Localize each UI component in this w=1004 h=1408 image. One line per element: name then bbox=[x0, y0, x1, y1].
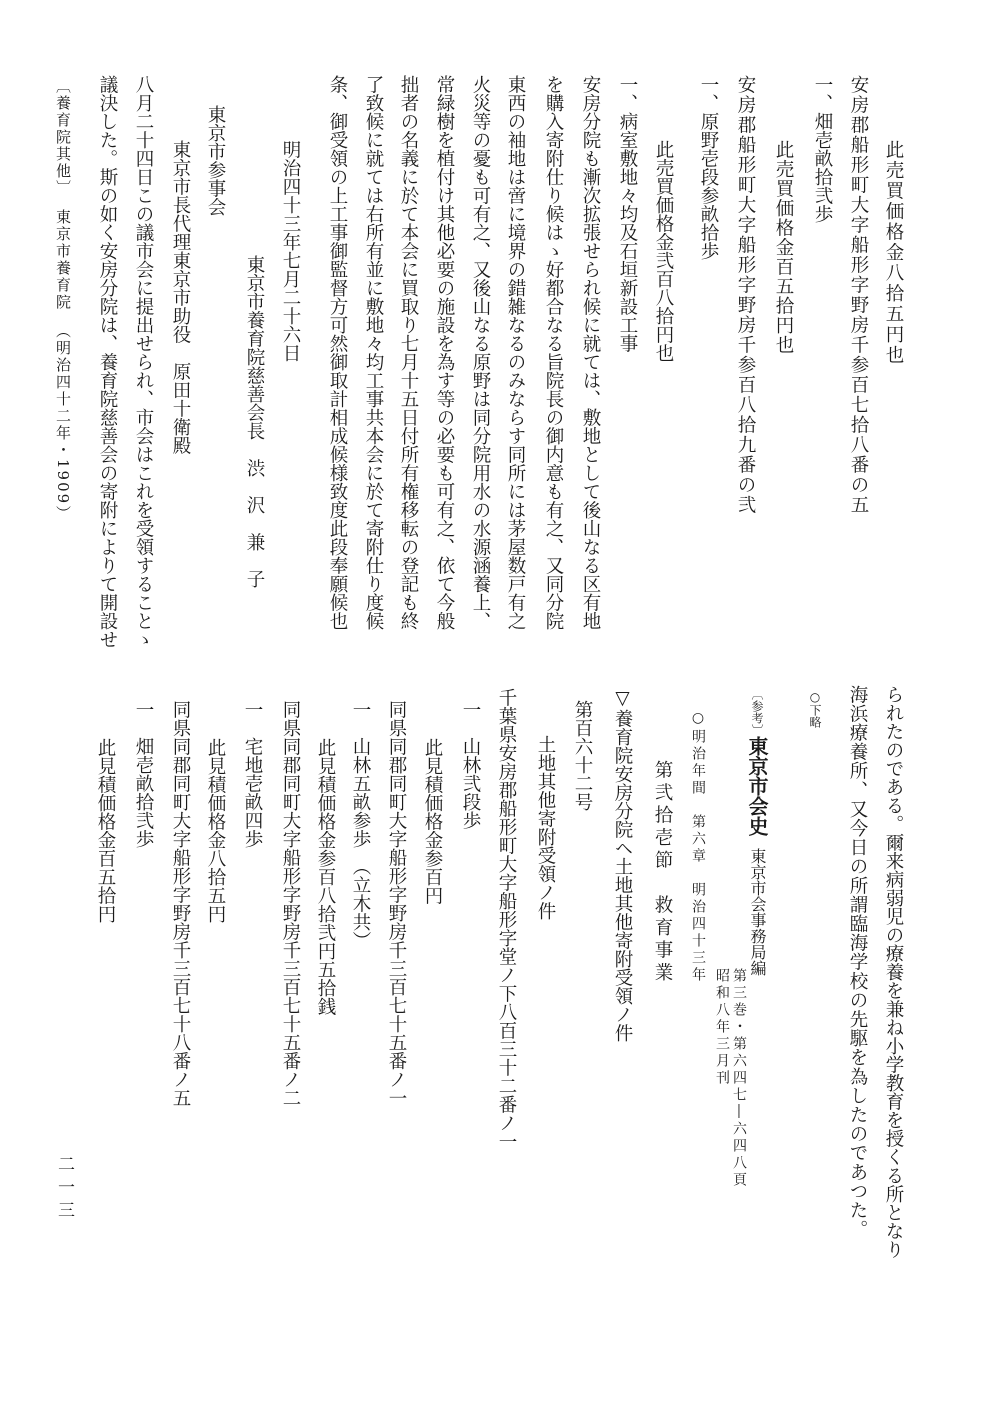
page-number: 二一三 bbox=[54, 1155, 74, 1224]
letter-body-line: を購入寄附仕り候はゝ好都合なる旨院長の御内意も有之、又同分院 bbox=[543, 75, 564, 630]
parcel-item-2: 一、原野壱段参畝拾歩 bbox=[698, 75, 719, 260]
parcel-address-2: 安房郡船形町大字船形字野房千参百八拾九番の弐 bbox=[735, 75, 756, 515]
reference-title: 東京市会史 bbox=[745, 736, 769, 836]
letter-sender: 東京市養育院慈善会長 渋 沢 兼 子 bbox=[244, 255, 265, 588]
price-line-1: 此売買価格金八拾五円也 bbox=[883, 140, 904, 366]
record-heading: ▽養育院安房分院ヘ土地其他寄附受領ノ件 bbox=[612, 688, 633, 1042]
letter-body-line: 了致候に就ては右所有並に敷地々均工事共本会に於て寄附仕り度候 bbox=[363, 75, 384, 630]
price-line-2: 此売買価格金百五拾円也 bbox=[773, 140, 794, 355]
continuation-line: られたのである。爾来病弱児の療養を兼ね小学教育を授くる所となり bbox=[883, 685, 904, 1259]
reference-editor: 東京市会事務局編 bbox=[748, 848, 767, 976]
price-line-3: 此売買価格金弐百八拾円也 bbox=[653, 140, 674, 362]
bill-title: 土地其他寄附受領ノ件 bbox=[535, 735, 556, 920]
item-address: 同県同郡同町大字船形字野房千三百七十八番ノ五 bbox=[170, 700, 191, 1107]
section-title: 第弐拾壱節 救育事業 bbox=[652, 760, 673, 985]
letter-body-line: 安房分院も漸次拡張せられ候に就ては、敷地として後山なる区有地 bbox=[580, 75, 601, 630]
source-caption bbox=[54, 78, 71, 522]
item-address: 同県同郡同町大字船形字野房千三百七十五番ノ二 bbox=[280, 700, 301, 1107]
item-valuation: 此見積価格金参百八拾弐円五拾銭 bbox=[315, 738, 336, 1016]
parcel-address-1: 安房郡船形町大字船形字野房千参百七拾八番の五 bbox=[848, 75, 869, 515]
letter-body-line: 東西の袖地は啻に境界の錯雑なるのみならす同所には茅屋数戸有之 bbox=[505, 75, 526, 630]
construction-item: 一、病室敷地々均及石垣新設工事 bbox=[617, 75, 638, 353]
letter-body-line: 条、御受領の上工事御監督方可然御取計相成候様致度此段奉願候也 bbox=[327, 75, 348, 630]
caption-date: （明治四十二年・1909） bbox=[54, 323, 72, 523]
item-valuation: 此見積価格金百五拾円 bbox=[95, 738, 116, 923]
addressee-organization: 東京市参事会 bbox=[205, 105, 226, 216]
caption-author: 東京市養育院 bbox=[54, 209, 72, 311]
letter-body-line: 拙者の名義に於て本会に買取り七月十五日付所有権移転の登記も終 bbox=[398, 75, 419, 630]
letter-body-line: 常緑樹を植付け其他必要の施設を為す等の必要も可有之、依て今般 bbox=[434, 75, 455, 630]
continuation-line: 海浜療養所、又今日の所謂臨海学校の先駆を為したのであつた。 bbox=[847, 685, 868, 1239]
item-parcel: 一 山林弐段歩 bbox=[460, 700, 481, 830]
parcel-item-1: 一、畑壱畝拾弐歩 bbox=[812, 75, 833, 223]
addressee: 東京市長代理東京市助役 原田十衛殿 bbox=[170, 140, 191, 455]
bill-number: 第百六十二号 bbox=[572, 700, 593, 811]
item-valuation: 此見積価格金参百円 bbox=[422, 738, 443, 905]
reference-volume-pages: 第三巻・第六四七―六四八頁 bbox=[731, 968, 747, 1189]
reference-published: 昭和八年三月刊 bbox=[714, 968, 730, 1087]
item-address: 同県同郡同町大字船形字野房千三百七十五番ノ一 bbox=[386, 700, 407, 1107]
narrative-line: 八月二十四日この議市会に提出せられ、市会はこれを受領することゝ bbox=[133, 75, 154, 649]
item-valuation: 此見積価格金八拾五円 bbox=[205, 738, 226, 923]
letter-date: 明治四十三年七月二十六日 bbox=[280, 140, 301, 362]
section-path: ○明治年間 第六章 明治四十三年 bbox=[690, 710, 706, 984]
item-parcel: 一 山林五畝参歩 （立木共） bbox=[350, 700, 371, 950]
reference-label: 〔参考〕 bbox=[750, 688, 764, 736]
item-address: 千葉県安房郡船形町大字船形字堂ノ下八百三十二番ノ一 bbox=[496, 688, 517, 1151]
narrative-line: 議決した。斯の如く安房分院は、養育院慈善会の寄附によりて開設せ bbox=[97, 75, 118, 649]
letter-body-line: 火災等の憂も可有之、又後山なる原野は同分院用水の水源涵養上、 bbox=[470, 75, 491, 630]
caption-category: 〔養育院其他〕 bbox=[54, 78, 72, 197]
item-parcel: 一 畑壱畝拾弐歩 bbox=[133, 700, 154, 848]
omission-note: ○下略 bbox=[808, 690, 822, 728]
reference-header bbox=[747, 688, 767, 976]
item-parcel: 一 宅地壱畝四歩 bbox=[242, 700, 263, 848]
